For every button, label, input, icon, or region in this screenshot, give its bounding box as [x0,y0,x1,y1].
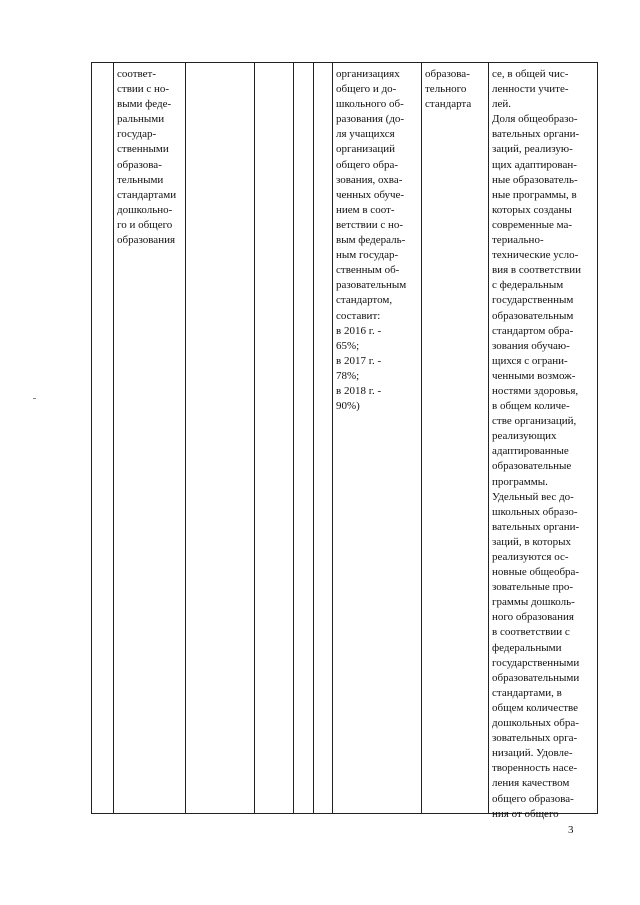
table-column-divider [421,62,422,814]
table-column-divider [113,62,114,814]
table-column-divider [91,62,92,814]
table-top-border [91,62,598,63]
table-column-divider [313,62,314,814]
table-cell-col8: образова- тельного стандарта [425,68,472,111]
table-column-divider [293,62,294,814]
scan-speck [33,398,36,399]
table-cell-col7: организациях общего и до- школьного об- разования (до- ля учащихся организаций общего обра- зования, охва- ченных обуче- нием в соот- ветствии с но- вым федераль- ным государ- ственным об- разовательным стандартом, составит: в 2016 г. - 65%; в 2017 г. - 78%; в 2018 г. - 90%) [336,68,407,413]
table-column-divider [488,62,489,814]
table-cell-col2: соответ- ствии с но- выми федe- ральными государ- ственными образова- тельными стандартами дошкольно- го и общего образования [117,68,177,247]
table-column-divider [597,62,598,814]
table-column-divider [332,62,333,814]
table-column-divider [185,62,186,814]
table-cell-col9: се, в общей чис- ленности учите- лей. Доля общеобразо- вательных органи- заций, реализую- щих адаптирован- ные образователь- ные программы, в которых созданы современные ма- териально- технические усло- вия в соответствии с федеральным государственным образовательным стандартом обра- зования обучаю- щихся с ограни- ченными возмож- ностями здоровья, в общем количе- стве организаций, реализующих адаптированные образовательные программы. Удельный вес до- школьных образо- вательных органи- заций, в которых реализуются ос- новные общеобра- зовательные про- граммы дошколь- ного образования в соответствии с федеральными государственными образовательными стандартами, в общем количестве дошкольных обра- зовательных орга- низаций. Удовле- творенность насе- ления качеством общего образова- ния от общего [492,68,581,820]
page-number: 3 [568,824,574,836]
table-column-divider [254,62,255,814]
